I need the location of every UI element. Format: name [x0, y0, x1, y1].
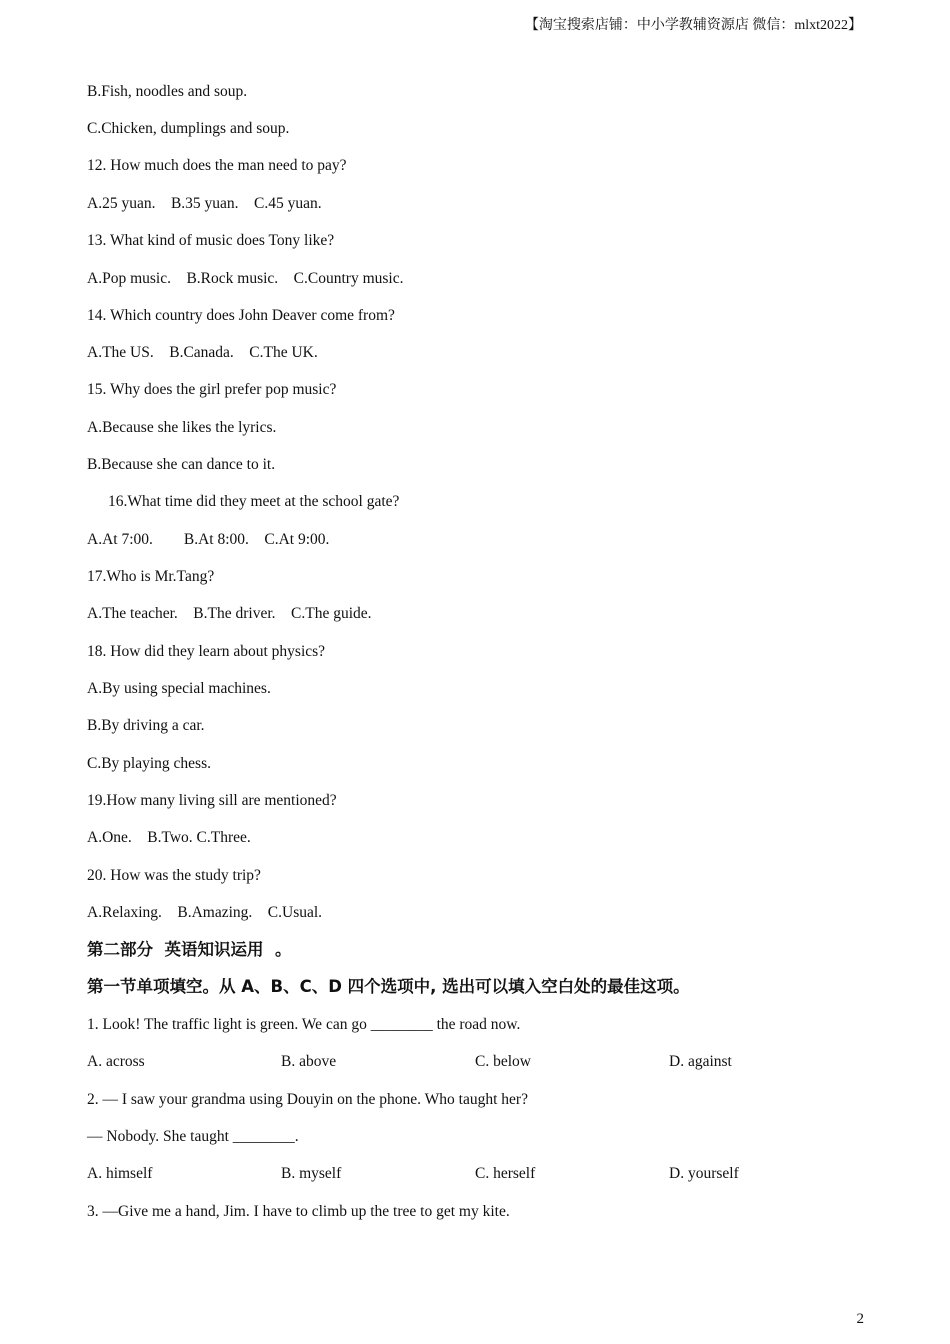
option-line: A.By using special machines.: [87, 680, 271, 697]
option-a: A. across: [87, 1053, 145, 1070]
option-b: B. myself: [281, 1165, 342, 1182]
question-stem: 1. Look! The traffic light is green. We can go ________ the road now.: [87, 1016, 521, 1033]
option-line: A.One. B.Two. C.Three.: [87, 829, 251, 846]
option-line: A.The US. B.Canada. C.The UK.: [87, 344, 318, 361]
question-line: 19.How many living sill are mentioned?: [87, 792, 337, 809]
question-line: 14. Which country does John Deaver come from?: [87, 307, 395, 324]
question-line: 20. How was the study trip?: [87, 867, 261, 884]
question-line: 13. What kind of music does Tony like?: [87, 232, 335, 249]
question-line: 16.What time did they meet at the school gate?: [108, 493, 400, 510]
question-line: 15. Why does the girl prefer pop music?: [87, 381, 337, 398]
question-line: 17.Who is Mr.Tang?: [87, 568, 215, 585]
question-line: 12. How much does the man need to pay?: [87, 157, 347, 174]
option-line: A.Because she likes the lyrics.: [87, 419, 277, 436]
question-stem: 2. — I saw your grandma using Douyin on the phone. Who taught her?: [87, 1091, 528, 1108]
option-line: A.At 7:00. B.At 8:00. C.At 9:00.: [87, 531, 330, 548]
page-number: 2: [856, 1311, 864, 1327]
option-c: C. herself: [475, 1165, 536, 1182]
section-instruction: 第一节单项填空。从 A、B、C、D 四个选项中, 选出可以填入空白处的最佳这项。: [87, 977, 690, 996]
option-line: C.Chicken, dumplings and soup.: [87, 120, 290, 137]
option-a: A. himself: [87, 1165, 153, 1182]
question-reply: — Nobody. She taught ________.: [87, 1128, 299, 1145]
option-line: A.The teacher. B.The driver. C.The guide.: [87, 605, 372, 622]
option-d: D. against: [669, 1053, 732, 1070]
question-line: 18. How did they learn about physics?: [87, 643, 326, 660]
page-header: 【淘宝搜索店铺：中小学教辅资源店 微信：mlxt2022】: [524, 18, 862, 33]
option-c: C. below: [475, 1053, 531, 1070]
option-line: B.Fish, noodles and soup.: [87, 83, 248, 100]
option-line: B.By driving a car.: [87, 717, 205, 734]
option-line: A.25 yuan. B.35 yuan. C.45 yuan.: [87, 195, 322, 212]
section-heading: 第二部分 英语知识运用 。: [87, 940, 292, 959]
option-line: B.Because she can dance to it.: [87, 456, 276, 473]
option-line: C.By playing chess.: [87, 755, 211, 772]
option-d: D. yourself: [669, 1165, 739, 1182]
option-b: B. above: [281, 1053, 337, 1070]
option-line: A.Pop music. B.Rock music. C.Country music.: [87, 270, 404, 287]
question-stem: 3. —Give me a hand, Jim. I have to climb up the tree to get my kite.: [87, 1203, 510, 1220]
option-line: A.Relaxing. B.Amazing. C.Usual.: [87, 904, 323, 921]
